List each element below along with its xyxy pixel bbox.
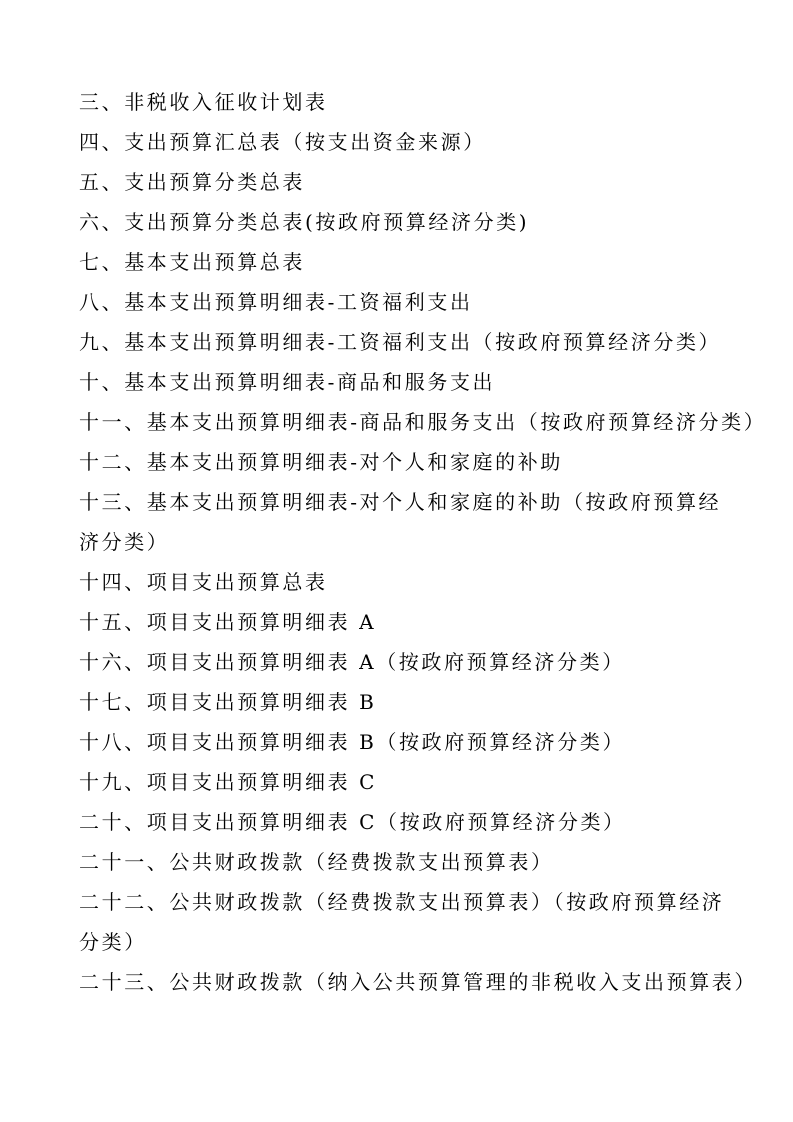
list-item: 五、支出预算分类总表 [79,170,305,194]
list-item: 十三、基本支出预算明细表-对个人和家庭的补助（按政府预算经济分类） [79,490,722,554]
list-item: 六、支出预算分类总表(按政府预算经济分类) [79,210,530,234]
list-item: 七、基本支出预算总表 [79,250,305,274]
list-item: 十四、项目支出预算总表 [79,570,328,594]
list-item: 八、基本支出预算明细表-工资福利支出 [79,290,473,314]
list-item: 十九、项目支出预算明细表 C [79,770,378,794]
list-item: 二十一、公共财政拨款（经费拨款支出预算表） [79,850,554,874]
list-item: 十二、基本支出预算明细表-对个人和家庭的补助 [79,450,563,474]
table-list [79,82,767,1002]
list-item: 十一、基本支出预算明细表-商品和服务支出（按政府预算经济分类） [79,410,767,434]
list-item: 十、基本支出预算明细表-商品和服务支出 [79,370,496,394]
list-item: 二十二、公共财政拨款（经费拨款支出预算表）（按政府预算经济分类） [79,890,725,954]
list-item: 九、基本支出预算明细表-工资福利支出（按政府预算经济分类） [79,330,722,354]
list-item: 三、非税收入征收计划表 [79,90,328,114]
list-item: 十六、项目支出预算明细表 A（按政府预算经济分类） [79,650,625,674]
list-item: 四、支出预算汇总表（按支出资金来源） [79,130,486,154]
list-item: 二十、项目支出预算明细表 C（按政府预算经济分类） [79,810,626,834]
list-item: 二十三、公共财政拨款（纳入公共预算管理的非税收入支出预算表） [79,970,757,994]
list-item: 十五、项目支出预算明细表 A [79,610,377,634]
list-item: 十八、项目支出预算明细表 B（按政府预算经济分类） [79,730,626,754]
list-item: 十七、项目支出预算明细表 B [79,690,377,714]
